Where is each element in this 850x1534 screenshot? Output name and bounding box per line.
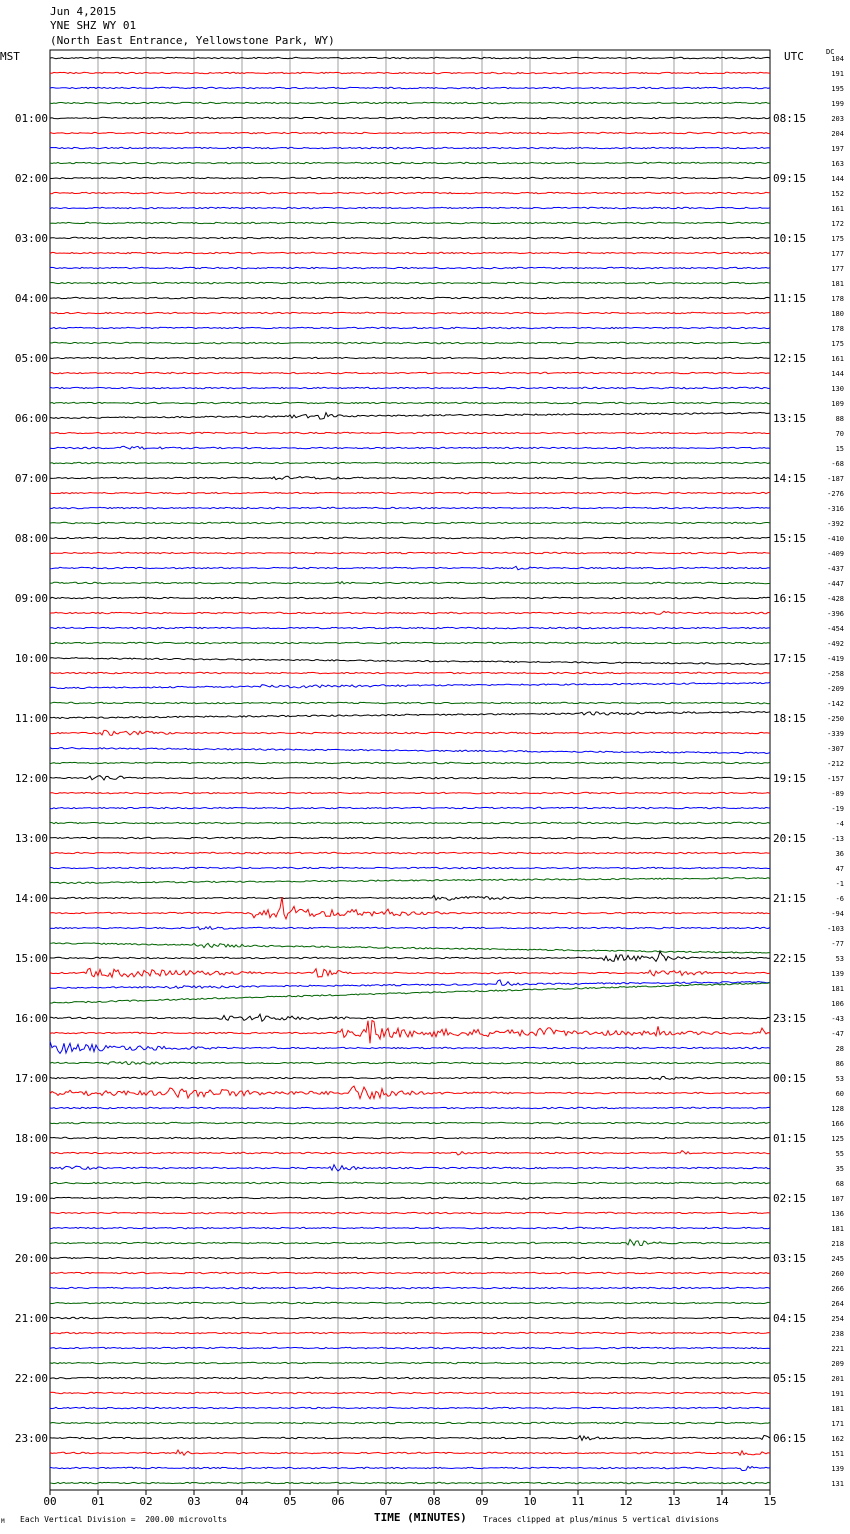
dc-offset-label: 28 [835,1045,844,1053]
utc-hour-label: 05:15 [773,1372,807,1385]
dc-offset-label: 180 [831,310,844,318]
trace-row [50,432,770,433]
dc-offset-label: 161 [831,205,844,213]
mst-hour-label: 19:00 [14,1192,48,1205]
trace-row [50,943,770,953]
dc-offset-label: 152 [831,190,844,198]
trace-row [50,462,770,463]
dc-offset-label: -43 [831,1015,844,1023]
x-tick-label: 13 [667,1495,681,1508]
trace-row [50,1212,770,1213]
trace-row [50,102,770,103]
utc-hour-label: 01:15 [773,1132,807,1145]
trace-row [50,1377,770,1378]
dc-offset-label: -77 [831,940,844,948]
trace-row [50,87,770,88]
dc-offset-label: 107 [831,1195,844,1203]
trace-row [50,1137,770,1138]
trace-row [50,357,770,358]
trace-row [50,1272,770,1273]
dc-offset-label: 15 [835,445,844,453]
utc-hour-label: 17:15 [773,652,807,665]
dc-offset-label: 254 [831,1315,844,1323]
label-layer [15,55,844,1508]
dc-offset-label: 203 [831,115,844,123]
dc-offset-label: -410 [827,535,844,543]
x-tick-label: 14 [715,1495,729,1508]
trace-row [50,282,770,283]
trace-row [50,132,770,133]
dc-offset-label: -13 [831,835,844,843]
utc-hour-label: 00:15 [773,1072,807,1085]
trace-row [50,237,770,238]
trace-row [50,627,770,628]
x-tick-label: 03 [187,1495,201,1508]
trace-row [50,642,770,643]
utc-hour-label: 21:15 [773,892,807,905]
trace-row [50,222,770,223]
trace-row [50,582,770,584]
grid-layer [50,50,770,1495]
dc-offset-label: -492 [827,640,844,648]
dc-offset-label: 181 [831,1405,844,1413]
utc-hour-label: 03:15 [773,1252,807,1265]
dc-offset-label: -392 [827,520,844,528]
dc-offset-label: 35 [835,1165,844,1173]
trace-row [50,1362,770,1363]
x-tick-label: 04 [235,1495,249,1508]
mst-hour-label: 05:00 [14,352,48,365]
trace-row [50,1392,770,1393]
dc-offset-label: 181 [831,1225,844,1233]
dc-offset-label: 161 [831,355,844,363]
mst-hour-label: 08:00 [14,532,48,545]
dc-offset-label: 181 [831,280,844,288]
utc-hour-label: 02:15 [773,1192,807,1205]
trace-row [50,522,770,523]
dc-offset-label: -250 [827,715,844,723]
mst-axis-label: MST [0,50,20,63]
trace-row [50,1257,770,1258]
x-tick-label: 01 [91,1495,105,1508]
dc-offset-label: 195 [831,85,844,93]
trace-row [50,1021,770,1044]
mst-hour-label: 09:00 [14,592,48,605]
dc-offset-label: 209 [831,1360,844,1368]
utc-hour-label: 20:15 [773,832,807,845]
dc-offset-label: 68 [835,1180,844,1188]
trace-row [50,762,770,763]
utc-hour-label: 06:15 [773,1432,807,1445]
x-tick-label: 10 [523,1495,537,1508]
chart-location-subtitle: (North East Entrance, Yellowstone Park, WY) [50,34,335,47]
trace-row [50,192,770,193]
dc-offset-label: 104 [831,55,844,63]
x-tick-label: 02 [139,1495,153,1508]
trace-row [50,147,770,148]
dc-offset-label: -409 [827,550,844,558]
trace-row [50,1165,770,1171]
dc-offset-label: 128 [831,1105,844,1113]
trace-row [50,507,770,508]
trace-row [50,1086,770,1099]
dc-offset-label: 88 [835,415,844,423]
dc-offset-label: -89 [831,790,844,798]
trace-row [50,1182,770,1183]
dc-offset-label: -157 [827,775,844,783]
mst-hour-label: 02:00 [14,172,48,185]
dc-offset-label: 139 [831,1465,844,1473]
trace-row [50,1422,770,1423]
dc-offset-label: 162 [831,1435,844,1443]
mst-hour-label: 11:00 [14,712,48,725]
x-tick-label: 15 [763,1495,777,1508]
trace-row [50,297,770,298]
trace-row [50,57,770,58]
dc-offset-label: -103 [827,925,844,933]
dc-offset-label: 175 [831,340,844,348]
dc-offset-label: -19 [831,805,844,813]
dc-offset-label: -396 [827,610,844,618]
scale-note: Each Vertical Division = 200.00 microvolts [20,1515,228,1524]
utc-hour-label: 11:15 [773,292,807,305]
dc-offset-label: 131 [831,1480,844,1488]
trace-row [50,807,770,808]
dc-offset-label: 172 [831,220,844,228]
dc-offset-label: 53 [835,1075,844,1083]
trace-row [50,162,770,163]
clip-note: Traces clipped at plus/minus 5 vertical divisions [483,1515,720,1524]
trace-row [50,611,770,614]
trace-row [50,792,770,793]
trace-row [50,867,770,868]
trace-row [50,776,770,780]
dc-offset-label: -454 [827,625,844,633]
dc-offset-label: 238 [831,1330,844,1338]
trace-row [50,1332,770,1333]
dc-offset-label: 163 [831,160,844,168]
trace-row [50,1122,770,1123]
x-tick-label: 05 [283,1495,297,1508]
dc-offset-label: -419 [827,655,844,663]
mst-hour-label: 16:00 [14,1012,48,1025]
dc-offset-label: 266 [831,1285,844,1293]
utc-hour-label: 12:15 [773,352,807,365]
dc-offset-label: 139 [831,970,844,978]
x-axis-label: TIME (MINUTES) [374,1511,467,1524]
dc-offset-label: 151 [831,1450,844,1458]
utc-hour-label: 16:15 [773,592,807,605]
dc-offset-label: -6 [835,895,844,903]
trace-row [50,1076,770,1079]
dc-offset-label: -276 [827,490,844,498]
trace-row [50,177,770,178]
mst-hour-label: 12:00 [14,772,48,785]
trace-row [50,267,770,268]
dc-offset-label: 175 [831,235,844,243]
corner-mark: M [1,1518,5,1525]
trace-row [50,446,770,449]
dc-offset-label: -142 [827,700,844,708]
trace-row [50,702,770,703]
x-tick-label: 06 [331,1495,345,1508]
utc-hour-label: 10:15 [773,232,807,245]
trace-row [50,372,770,373]
mst-hour-label: 17:00 [14,1072,48,1085]
dc-offset-label: 144 [831,175,844,183]
trace-row [50,1197,770,1199]
chart-date: Jun 4,2015 [50,5,117,18]
dc-offset-label: -437 [827,565,844,573]
dc-offset-label: 36 [835,850,844,858]
trace-row [50,492,770,493]
x-tick-label: 12 [619,1495,633,1508]
trace-row [50,672,770,673]
trace-row [50,852,770,853]
dc-offset-label: 144 [831,370,844,378]
dc-offset-label: 47 [835,865,844,873]
dc-offset-label: -212 [827,760,844,768]
mst-hour-label: 04:00 [14,292,48,305]
dc-offset-label: -258 [827,670,844,678]
trace-row [50,1435,770,1440]
dc-offset-label: 218 [831,1240,844,1248]
mst-hour-label: 22:00 [14,1372,48,1385]
trace-row [50,566,770,570]
trace-row [50,1482,770,1483]
trace-layer [50,57,770,1483]
utc-hour-label: 22:15 [773,952,807,965]
mst-hour-label: 10:00 [14,652,48,665]
mst-hour-label: 15:00 [14,952,48,965]
x-tick-label: 08 [427,1495,441,1508]
trace-row [50,980,770,989]
trace-row [50,1151,770,1155]
trace-row [50,327,770,328]
trace-row [50,822,770,823]
trace-row [50,837,770,838]
dc-offset-label: 125 [831,1135,844,1143]
dc-offset-label: 55 [835,1150,844,1158]
dc-offset-label: 106 [831,1000,844,1008]
mst-hour-label: 01:00 [14,112,48,125]
dc-offset-label: -307 [827,745,844,753]
trace-row [50,712,770,719]
trace-row [50,1062,770,1065]
utc-hour-label: 09:15 [773,172,807,185]
utc-axis-label: UTC [784,50,804,63]
trace-row [50,252,770,253]
dc-offset-label: 199 [831,100,844,108]
trace-row [50,1407,770,1408]
dc-offset-label: 109 [831,400,844,408]
dc-offset-label: -4 [835,820,844,828]
dc-offset-label: -428 [827,595,844,603]
dc-offset-label: -1 [835,880,844,888]
dc-offset-label: 177 [831,250,844,258]
utc-hour-label: 04:15 [773,1312,807,1325]
dc-offset-label: 260 [831,1270,844,1278]
trace-row [50,1227,770,1228]
dc-offset-label: 181 [831,985,844,993]
chart-station-title: YNE SHZ WY 01 [50,19,137,32]
trace-row [50,878,770,884]
trace-row [50,682,770,688]
trace-row [50,730,770,735]
dc-offset-label: 53 [835,955,844,963]
trace-row [50,342,770,343]
trace-row [50,982,770,1003]
dc-offset-label: 221 [831,1345,844,1353]
dc-offset-label: 178 [831,325,844,333]
dc-offset-label: 191 [831,70,844,78]
trace-row [50,207,770,208]
trace-row [50,1450,770,1455]
dc-offset-label: 86 [835,1060,844,1068]
mst-hour-label: 23:00 [14,1432,48,1445]
dc-offset-label: 171 [831,1420,844,1428]
trace-row [50,1287,770,1288]
dc-offset-label: 136 [831,1210,844,1218]
trace-row [50,1239,770,1245]
trace-row [50,1302,770,1303]
utc-hour-label: 15:15 [773,532,807,545]
trace-row [50,952,770,962]
dc-offset-label: -447 [827,580,844,588]
x-tick-label: 11 [571,1495,585,1508]
dc-offset-label: 245 [831,1255,844,1263]
dc-offset-label: -68 [831,460,844,468]
trace-row [50,1041,770,1053]
trace-row [50,968,770,977]
trace-row [50,748,770,754]
dc-offset-label: 60 [835,1090,844,1098]
x-tick-label: 09 [475,1495,489,1508]
dc-offset-label: 197 [831,145,844,153]
mst-hour-label: 07:00 [14,472,48,485]
trace-row [50,537,770,538]
trace-row [50,1466,770,1470]
trace-row [50,926,770,929]
trace-row [50,1347,770,1348]
x-tick-label: 07 [379,1495,393,1508]
trace-row [50,658,770,665]
mst-hour-label: 18:00 [14,1132,48,1145]
mst-hour-label: 06:00 [14,412,48,425]
trace-row [50,476,770,479]
dc-offset-label: -209 [827,685,844,693]
mst-hour-label: 21:00 [14,1312,48,1325]
x-tick-label: 00 [43,1495,57,1508]
trace-row [50,897,770,919]
dc-offset-label: -187 [827,475,844,483]
dc-offset-label: 130 [831,385,844,393]
mst-hour-label: 20:00 [14,1252,48,1265]
trace-row [50,1014,770,1021]
utc-hour-label: 08:15 [773,112,807,125]
mst-hour-label: 14:00 [14,892,48,905]
dc-offset-label: 178 [831,295,844,303]
trace-row [50,1107,770,1108]
trace-row [50,552,770,553]
mst-hour-label: 03:00 [14,232,48,245]
utc-hour-label: 23:15 [773,1012,807,1025]
utc-hour-label: 14:15 [773,472,807,485]
utc-hour-label: 18:15 [773,712,807,725]
dc-column-label: DC [826,48,835,56]
dc-offset-label: -316 [827,505,844,513]
dc-offset-label: 191 [831,1390,844,1398]
trace-row [50,117,770,118]
trace-row [50,412,770,419]
trace-row [50,895,770,900]
utc-hour-label: 13:15 [773,412,807,425]
dc-offset-label: 264 [831,1300,844,1308]
dc-offset-label: -339 [827,730,844,738]
utc-hour-label: 19:15 [773,772,807,785]
dc-offset-label: 166 [831,1120,844,1128]
trace-row [50,312,770,313]
trace-row [50,1317,770,1318]
dc-offset-label: -94 [831,910,844,918]
dc-offset-label: 70 [835,430,844,438]
dc-offset-label: -47 [831,1030,844,1038]
dc-offset-label: 201 [831,1375,844,1383]
trace-row [50,402,770,403]
dc-offset-label: 177 [831,265,844,273]
trace-row [50,387,770,388]
mst-hour-label: 13:00 [14,832,48,845]
dc-offset-label: 204 [831,130,844,138]
trace-row [50,597,770,598]
trace-row [50,72,770,73]
